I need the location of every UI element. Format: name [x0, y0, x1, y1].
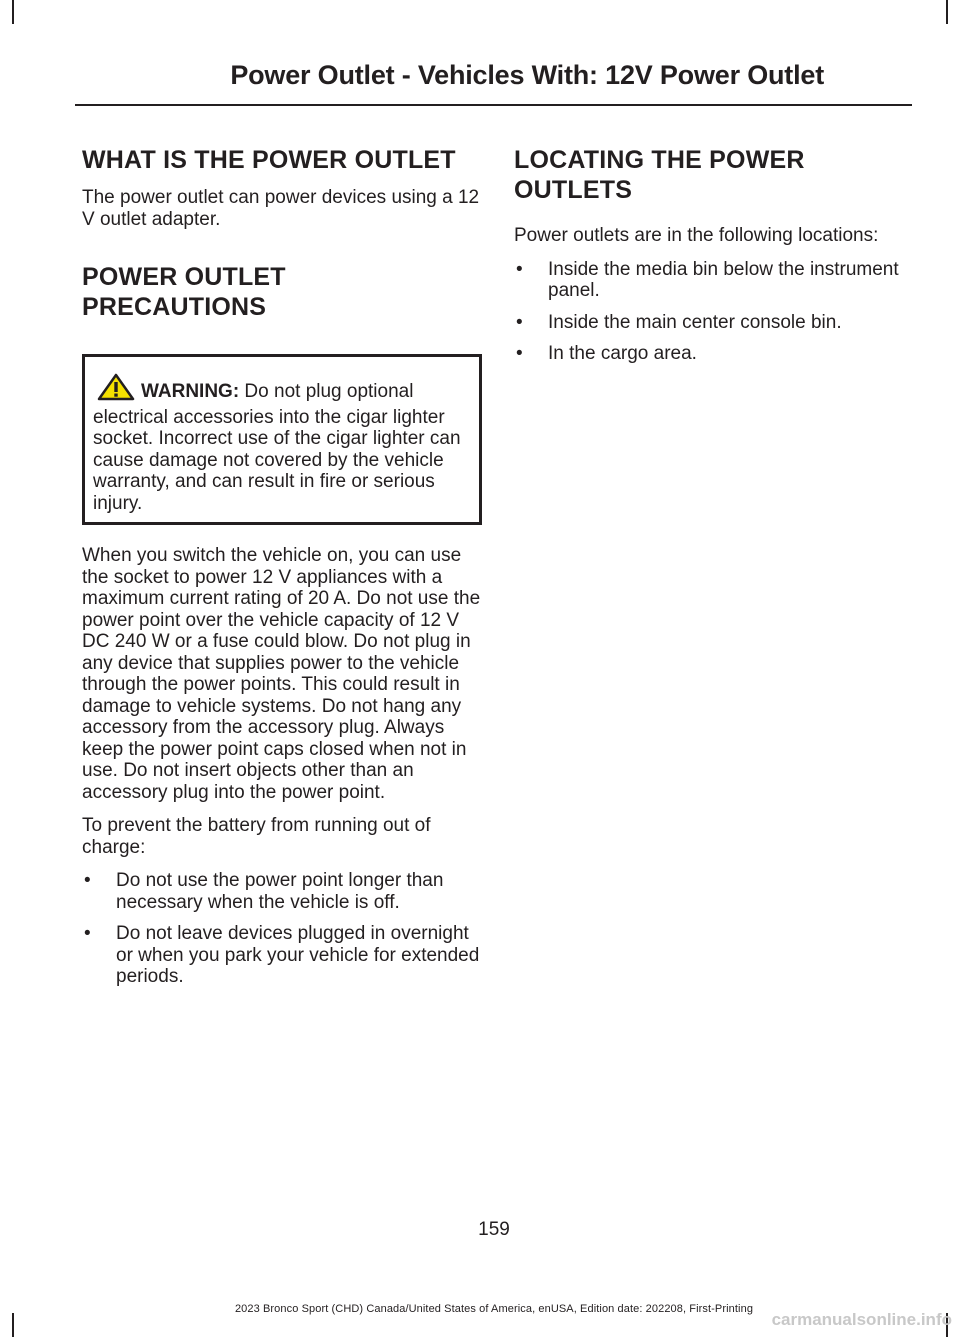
crop-mark-bottom-left [12, 1313, 14, 1337]
heading-line: OUTLETS [514, 176, 633, 204]
battery-bullet-list [82, 870, 482, 988]
section-heading-locating [514, 145, 914, 205]
crop-mark-top-left [12, 0, 14, 24]
page-number: 159 [478, 1219, 510, 1240]
list-item [82, 870, 482, 913]
watermark: carmanualsonline.info [771, 1310, 952, 1329]
list-item [82, 923, 482, 988]
list-item [514, 259, 914, 302]
warning-triangle-icon [97, 373, 135, 407]
list-item [514, 312, 914, 334]
heading-line: POWER OUTLET [82, 263, 286, 291]
list-item-text: Do not leave devices plugged in overnight or when you park your vehicle for extended periods. [116, 923, 480, 987]
precautions-paragraph: When you switch the vehicle on, you can use the socket to power 12 V appliances with a maximum current rating of 20 A. Do not use the power point over the vehicle capacity of 12 V DC 240 W or a fuse could blow. Do not plug in any device that supplies power to the vehicle through the power points. This could result in damage to vehicle systems. Do not hang any accessory from the accessory plug. Always keep the power point caps closed when not in use. Do not insert objects other than an accessory plug into the power point. [82, 545, 481, 803]
heading-line: LOCATING THE POWER [514, 146, 805, 174]
warning-text: Do not plug optional electrical accessories into the cigar lighter socket. Incorrect use of the cigar lighter can cause damage not covered by the vehicle warranty, and can result in fire or serious injury. [93, 381, 461, 514]
header-divider [75, 104, 912, 106]
heading-line: PRECAUTIONS [82, 293, 267, 321]
bullet-icon: • [84, 923, 91, 944]
warning-label: WARNING: [141, 381, 240, 402]
locations-bullet-list [514, 259, 914, 365]
right-column [514, 145, 914, 375]
list-item [514, 343, 914, 365]
crop-mark-top-right [946, 0, 948, 24]
warning-box [82, 354, 482, 525]
list-item-text: In the cargo area. [548, 343, 697, 364]
list-item-text: Inside the main center console bin. [548, 311, 842, 333]
left-column [82, 145, 482, 998]
locations-intro: Power outlets are in the following locations: [514, 225, 879, 246]
section-heading-what-is: WHAT IS THE POWER OUTLET [82, 146, 456, 174]
battery-paragraph: To prevent the battery from running out of charge: [82, 815, 431, 858]
bullet-icon: • [516, 343, 523, 364]
page-footer: 2023 Bronco Sport (CHD) Canada/United States of America, enUSA, Edition date: 202208, First-Printing [234, 1303, 754, 1315]
bullet-icon: • [516, 311, 523, 333]
section-heading-precautions [82, 262, 482, 322]
page-header-title: Power Outlet - Vehicles With: 12V Power Outlet [230, 60, 824, 90]
section-intro-text: The power outlet can power devices using a 12 V outlet adapter. [82, 187, 480, 230]
bullet-icon: • [516, 258, 523, 280]
list-item-text: Do not use the power point longer than necessary when the vehicle is off. [116, 870, 444, 913]
list-item-text: Inside the media bin below the instrument panel. [548, 258, 899, 301]
bullet-icon: • [84, 870, 91, 891]
